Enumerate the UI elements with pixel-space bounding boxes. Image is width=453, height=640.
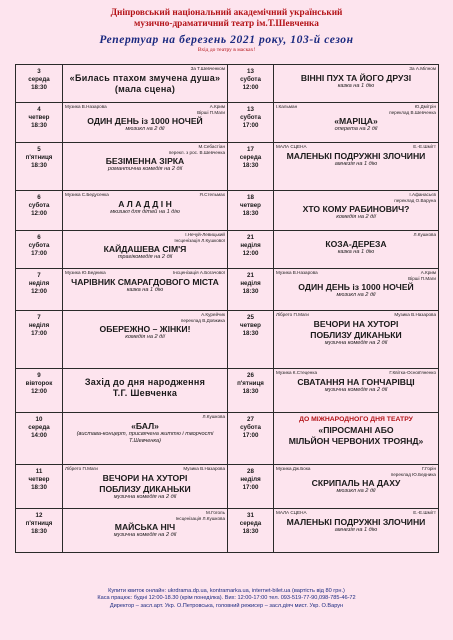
credits2-right: переклад В.Довжика xyxy=(180,317,225,323)
day-number: 25 xyxy=(247,314,254,321)
weekday: п'ятниця xyxy=(25,520,53,527)
weekday: неділя xyxy=(240,280,261,287)
performance-cell xyxy=(63,65,228,103)
credits2-right: Інсценізація Л.Кушкової xyxy=(174,237,225,243)
show-title: СВАТАННЯ НА ГОНЧАРІВЦІ xyxy=(297,376,415,387)
show-title: «Билась птахом змучена душа» xyxy=(69,72,221,83)
day-number: 6 xyxy=(37,194,41,201)
day-number: 7 xyxy=(37,272,41,279)
credits-right: Г.Квітка-Основ'яненко xyxy=(389,370,436,375)
start-time: 18:30 xyxy=(242,210,259,217)
performance-date xyxy=(16,103,63,143)
credits-right: Я.Стельмах xyxy=(199,192,225,197)
performance-date xyxy=(16,231,63,269)
start-time: 14:00 xyxy=(31,432,47,439)
credits2-right: Вірші П.Маги xyxy=(197,109,225,115)
weekday: четвер xyxy=(240,322,261,329)
show-title: Захід до дня народження xyxy=(84,377,206,387)
performance-date xyxy=(16,269,63,311)
start-time: 12:00 xyxy=(242,84,259,91)
performance-cell xyxy=(63,509,228,553)
performance-cell xyxy=(274,191,439,231)
performance-cell xyxy=(63,465,228,509)
day-number: 7 xyxy=(37,314,41,321)
show-genre: музична комедія на 2 дії xyxy=(324,386,388,393)
start-time: 12:00 xyxy=(31,388,47,395)
table-row xyxy=(16,143,439,191)
start-time: 17:00 xyxy=(31,330,47,337)
credits-right: І.Нечуй-Левицький xyxy=(185,232,225,237)
performance-cell xyxy=(63,231,228,269)
performance-date xyxy=(228,311,274,369)
show-genre: романтична комедія на 2 дії xyxy=(107,166,183,172)
credits-right: За А.Мілном xyxy=(409,66,436,71)
credits-right: А.Курейчик xyxy=(201,312,225,317)
table-row xyxy=(16,369,439,413)
start-time: 17:00 xyxy=(242,432,259,439)
performance-date xyxy=(16,369,63,413)
day-number: 11 xyxy=(35,468,43,475)
start-time: 18:30 xyxy=(31,528,47,535)
show-genre: оперета на 2 дії xyxy=(334,126,378,132)
credits-right: За Т.Шевченком xyxy=(190,66,225,71)
credits2-right: переклад О.Варуна xyxy=(394,197,436,203)
credits-left: МАЛА СЦЕНА xyxy=(276,510,307,515)
weekday: четвер xyxy=(28,476,50,483)
show-genre: амнезія на 1 дію xyxy=(334,160,378,167)
day-number: 3 xyxy=(37,68,41,75)
credits-right: І.Афанасьєв xyxy=(409,192,436,197)
performance-date xyxy=(228,191,274,231)
credits-left: Музика Ю.Бедника xyxy=(65,270,106,275)
weekday: субота xyxy=(240,76,261,83)
page-footer xyxy=(0,588,453,610)
performance-cell xyxy=(63,143,228,191)
performance-date xyxy=(228,65,274,103)
credits-right: Музика В.Назарова xyxy=(183,466,225,471)
table-row xyxy=(16,231,439,269)
performance-date xyxy=(16,143,63,191)
show-genre: амнезія на 1 дію xyxy=(334,526,378,533)
credits-right: А.Крим xyxy=(420,270,436,275)
performance-cell xyxy=(63,311,228,369)
credits-right: А.Крим xyxy=(209,104,225,109)
table-row xyxy=(16,269,439,311)
credits2-right: Вірші П.Маги xyxy=(408,275,436,281)
show-title: ВЕЧОРИ НА ХУТОРІ xyxy=(102,472,188,483)
show-genre: музична комедія на 2 дії xyxy=(113,532,177,538)
performance-cell xyxy=(274,465,439,509)
performance-cell xyxy=(274,65,439,103)
day-number: 10 xyxy=(35,416,43,423)
show-title: ВЕЧОРИ НА ХУТОРІ xyxy=(313,318,399,329)
performance-cell xyxy=(274,231,439,269)
performance-date xyxy=(16,65,63,103)
start-time: 12:00 xyxy=(242,250,259,257)
performance-date xyxy=(16,413,63,465)
start-time: 17:00 xyxy=(242,122,259,129)
weekday: неділя xyxy=(240,242,261,249)
show-genre: мюзикл на 2 дії xyxy=(336,488,376,494)
show-title: ВІННІ ПУХ ТА ЙОГО ДРУЗІ xyxy=(300,72,412,83)
show-genre: казка на 1 дію xyxy=(337,82,375,89)
credits-left: Лібрето П.Маги xyxy=(65,466,98,471)
show-title-line2: МІЛЬЙОН ЧЕРВОНИХ ТРОЯНД» xyxy=(288,436,424,446)
credits-left: Музика В.Назарова xyxy=(276,270,318,275)
start-time: 18:30 xyxy=(31,122,47,129)
show-title-line2: (мала сцена) xyxy=(114,83,176,94)
show-genre: комедія на 2 дії xyxy=(125,334,165,340)
start-time: 18:30 xyxy=(31,84,47,91)
show-title: КАЙДАШЕВА СІМ'Я xyxy=(103,244,187,254)
performance-date xyxy=(228,103,274,143)
theater-name-line1: Дніпровський національний академічний український xyxy=(110,8,343,18)
credits-left: МАЛА СЦЕНА xyxy=(276,144,307,149)
performance-cell xyxy=(274,413,439,465)
start-time: 17:00 xyxy=(242,484,259,491)
performance-cell xyxy=(63,103,228,143)
show-genre: казка на 1 дію xyxy=(126,286,164,293)
show-genre: трагікомедія на 2 дії xyxy=(117,254,173,260)
table-row xyxy=(16,311,439,369)
show-title-line2: ПОБЛИЗУ ДИКАНЬКИ xyxy=(310,329,402,340)
show-title: ОДИН ДЕНЬ із 1000 НОЧЕЙ xyxy=(87,116,203,126)
day-number: 27 xyxy=(247,416,254,423)
table-row xyxy=(16,65,439,103)
weekday: субота xyxy=(28,242,50,249)
show-title: КОЗА-ДЕРЕЗА xyxy=(325,238,387,249)
show-title: «ПІРОСМАНІ АБО xyxy=(318,425,394,435)
performance-cell xyxy=(274,311,439,369)
show-title: А Л А Д Д І Н xyxy=(118,198,172,209)
weekday: субота xyxy=(240,114,261,121)
show-genre: комедія на 2 дії xyxy=(336,214,376,220)
performance-date xyxy=(16,509,63,553)
credits-left: Музика В.Назарова xyxy=(65,104,107,109)
day-number: 18 xyxy=(247,194,254,201)
day-number: 28 xyxy=(247,468,254,475)
credits-left: Музика С.Бедусенка xyxy=(65,192,109,197)
weekday: четвер xyxy=(240,202,261,209)
show-genre: музична комедія на 2 дії xyxy=(113,493,177,500)
weekday: середа xyxy=(239,154,262,161)
performance-date xyxy=(16,191,63,231)
day-number: 31 xyxy=(247,512,254,519)
performance-date xyxy=(228,143,274,191)
credits-right: Е.-Е.Шмітт xyxy=(413,510,436,515)
performance-cell xyxy=(63,369,228,413)
performance-date xyxy=(228,269,274,311)
repertoire-table xyxy=(15,64,439,553)
start-time: 18:30 xyxy=(242,162,259,169)
credits-left: Музика Дж.Бока xyxy=(276,466,311,471)
credits-right: Ю.Дмітрін xyxy=(414,104,436,109)
weekday: середа xyxy=(239,520,262,527)
credits-right: Г.Горін xyxy=(421,466,436,471)
weekday: субота xyxy=(28,202,50,209)
performance-cell xyxy=(274,143,439,191)
weekday: п'ятниця xyxy=(237,380,264,387)
performance-date xyxy=(16,311,63,369)
show-title: ЧАРІВНИК СМАРАГДОВОГО МІСТА xyxy=(71,276,219,287)
table-row xyxy=(16,103,439,143)
start-time: 17:00 xyxy=(31,250,47,257)
performance-date xyxy=(16,465,63,509)
ticket-info: Купити квиток онлайн: ukrdrama.dp.ua, kontramarka.ua, internet-bilet.ua (вартість від 80 грн.) xyxy=(108,588,345,594)
show-genre: (вистава-концерт, присвячена життю і творчості Т.Шевченка) xyxy=(76,430,214,444)
performance-date xyxy=(228,231,274,269)
day-number: 6 xyxy=(37,234,41,241)
weekday: четвер xyxy=(28,114,50,121)
start-time: 18:30 xyxy=(242,288,259,295)
day-number: 4 xyxy=(37,106,41,113)
show-title-line2: Т.Г. Шевченка xyxy=(112,388,178,398)
credits2-right: Інсценізація Л.Кушкова xyxy=(175,515,225,521)
day-number: 21 xyxy=(247,234,254,241)
show-title: ОДИН ДЕНЬ із 1000 НОЧЕЙ xyxy=(298,282,414,292)
credits2-right: перекл. з рос. В.Шевченка xyxy=(168,149,225,155)
start-time: 18:30 xyxy=(242,330,259,337)
performance-date xyxy=(228,369,274,413)
day-number: 5 xyxy=(37,146,41,153)
credits2-right: переклад Ю.Бедника xyxy=(390,471,436,477)
box-office-hours: Каса працює: будні 12:00-18.30 (крім понеділка). Вих: 12:00-17:00 тел. 093-519-77-90,098-785-46-72 xyxy=(97,595,356,602)
credits-left: І.Кальман xyxy=(276,104,298,109)
start-time: 18:30 xyxy=(242,388,259,395)
show-genre: мюзикл для дітей на 1 дію xyxy=(110,208,180,215)
credits-left: Музика К.Стеценка xyxy=(276,370,318,375)
performance-cell xyxy=(63,191,228,231)
show-title: «МАРІЦА» xyxy=(334,116,378,126)
day-number: 12 xyxy=(35,512,43,519)
credits2-right: переклад В.Шевченка xyxy=(389,109,436,115)
day-number: 21 xyxy=(247,272,254,279)
performance-date xyxy=(228,465,274,509)
weekday: субота xyxy=(240,424,261,431)
performance-cell xyxy=(274,269,439,311)
day-number: 17 xyxy=(247,146,254,153)
credits-right: М.Себастіан xyxy=(198,144,225,149)
show-title: МАЛЕНЬКІ ПОДРУЖНІ ЗЛОЧИНИ xyxy=(286,516,426,527)
day-number: 13 xyxy=(247,106,254,113)
weekday: середа xyxy=(28,76,50,83)
performance-cell xyxy=(63,413,228,465)
theater-name-line2: музично-драматичний театр ім.Т.Шевченка xyxy=(134,19,319,29)
start-time: 12:00 xyxy=(31,288,47,295)
day-number: 26 xyxy=(247,372,254,379)
show-title: ХТО КОМУ РАБИНОВИЧ? xyxy=(302,204,410,214)
credits-left: Лібрето П.Маги xyxy=(276,312,309,317)
table-row xyxy=(16,191,439,231)
management-info: Директор – засл.арт. Укр. О.Петровська, головний режисер – засл.діяч мист. Укр. О.Варун xyxy=(109,602,344,609)
start-time: 18:30 xyxy=(31,484,47,491)
show-genre: мюзикл на 2 дії xyxy=(336,292,376,298)
performance-cell xyxy=(274,509,439,553)
credits-right: Е.-Е.Шмітт xyxy=(413,144,436,149)
show-title: МАЙСЬКА НІЧ xyxy=(114,522,176,532)
weekday: п'ятниця xyxy=(25,154,53,161)
show-genre: музична комедія на 2 дії xyxy=(324,339,388,346)
credits-right: Інсценізація А.Богачової xyxy=(173,270,225,275)
weekday: неділя xyxy=(240,476,261,483)
show-title: ОБЕРЕЖНО – ЖІНКИ! xyxy=(99,324,191,334)
weekday: середа xyxy=(28,424,50,431)
start-time: 12:00 xyxy=(31,210,47,217)
show-title: «БАЛ» xyxy=(131,420,159,431)
mask-note: Вхід до театру в масках! xyxy=(197,47,256,53)
credits-right: Л.Кушкова xyxy=(413,232,436,237)
performance-cell xyxy=(274,369,439,413)
show-title: СКРИПАЛЬ НА ДАХУ xyxy=(311,478,401,488)
show-genre: мюзикл на 2 дії xyxy=(125,126,165,132)
credits-right: Музика В.Назарова xyxy=(394,312,436,317)
credits-right: М.Гоголь xyxy=(206,510,225,515)
day-number: 13 xyxy=(247,68,254,75)
weekday: вівторок xyxy=(25,380,53,387)
performance-cell xyxy=(274,103,439,143)
start-time: 18:30 xyxy=(242,528,259,535)
page-title: Репертуар на березень 2021 року, 103-й сезон xyxy=(99,34,354,46)
show-genre: казка на 1 дію xyxy=(337,248,375,255)
performance-date xyxy=(228,509,274,553)
show-title-line2: ПОБЛИЗУ ДИКАНЬКИ xyxy=(99,483,191,494)
table-row xyxy=(16,465,439,509)
special-note: ДО МІЖНАРОДНОГО ДНЯ ТЕАТРУ xyxy=(299,416,413,423)
day-number: 9 xyxy=(37,372,41,379)
show-title: МАЛЕНЬКІ ПОДРУЖНІ ЗЛОЧИНИ xyxy=(286,150,426,161)
show-title: БЕЗІМЕННА ЗІРКА xyxy=(105,156,185,166)
page-header xyxy=(0,8,453,53)
table-row xyxy=(16,413,439,465)
credits-right: Л.Кушкова xyxy=(202,414,225,419)
table-row xyxy=(16,509,439,553)
start-time: 18:30 xyxy=(31,162,47,169)
weekday: неділя xyxy=(28,322,50,329)
performance-cell xyxy=(63,269,228,311)
weekday: неділя xyxy=(28,280,50,287)
performance-date xyxy=(228,413,274,465)
